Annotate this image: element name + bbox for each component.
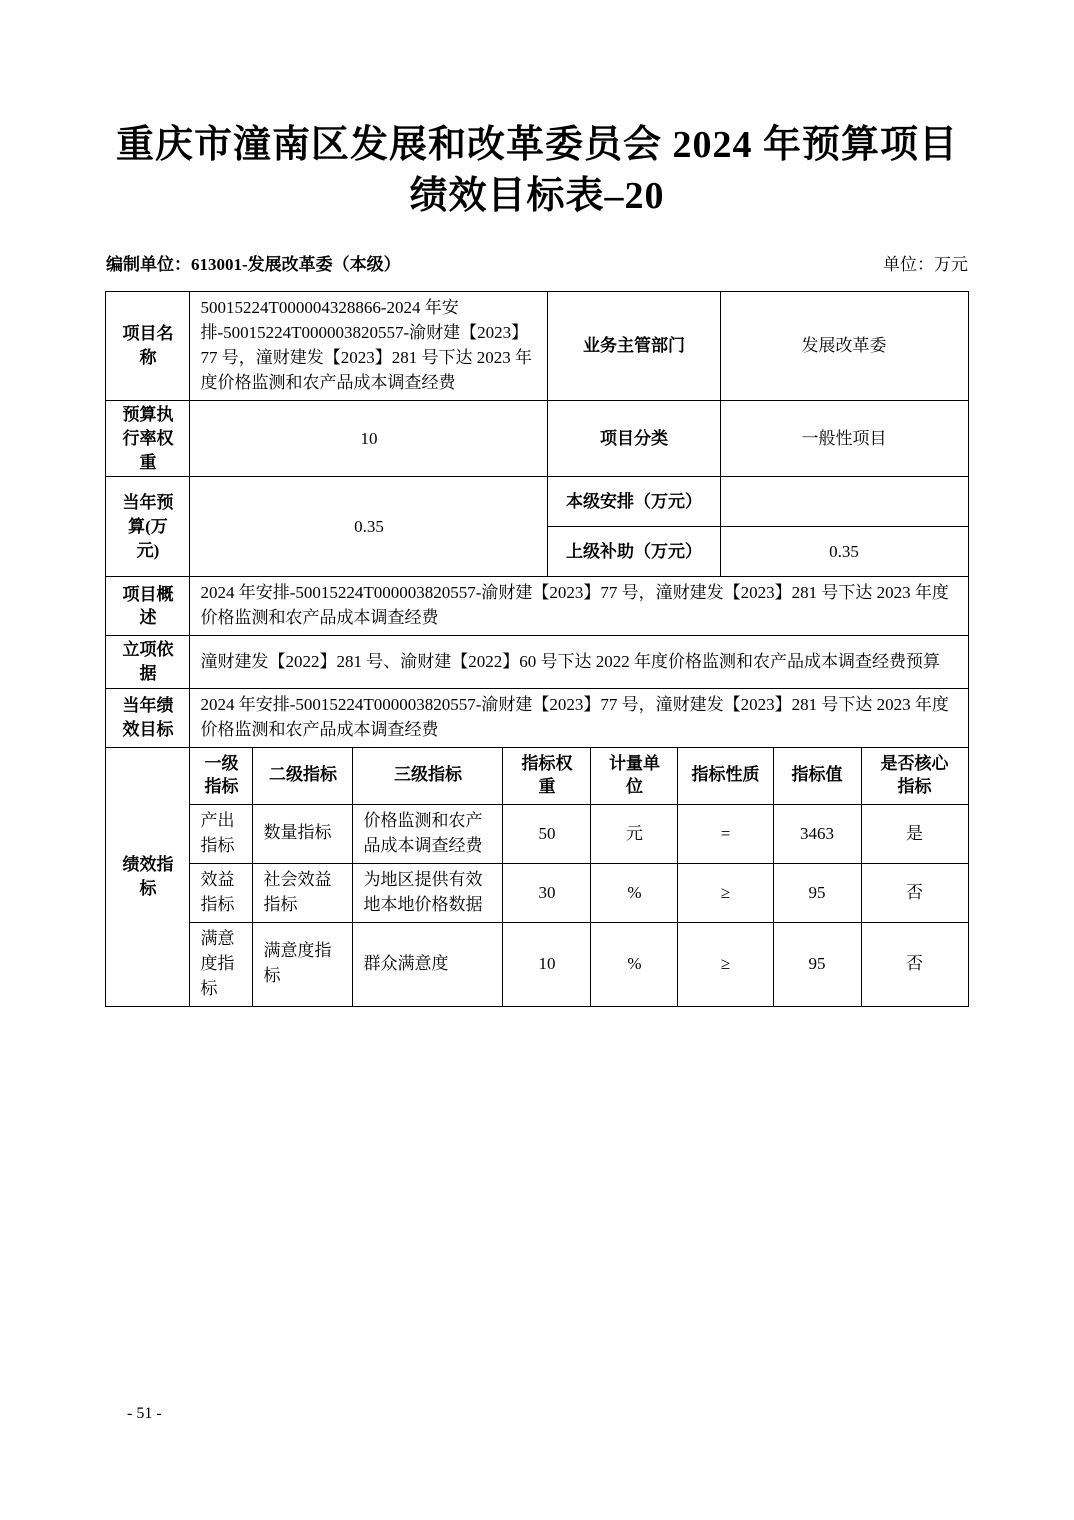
dept-value-cell: 发展改革委 [720,292,968,401]
indicator-header-value: 指标值 [773,747,861,804]
local-arrange-label-cell: 本级安排（万元） [548,477,720,527]
project-name-label-cell: 项目名称 [106,292,190,401]
indicator-cell-weight: 10 [503,922,591,1006]
indicator-header-level3: 三级指标 [353,747,503,804]
prepared-unit-text: 编制单位：613001-发展改革委（本级） [106,255,401,274]
title-line-1: 重庆市潼南区发展和改革委员会 2024 年预算项目 [115,124,958,166]
indicator-header-nature: 指标性质 [678,747,773,804]
indicator-header-unit: 计量单位 [591,747,678,804]
indicator-cell-level1: 效益指标 [190,863,253,922]
year-target-label-cell: 当年绩效目标 [106,688,190,747]
exec-rate-value-cell: 10 [190,400,548,476]
indicator-cell-level1: 满意度指标 [190,922,253,1006]
project-name-value-cell: 50015224T000004328866-2024 年安排-50015224T000003820557-渝财建【2023】77 号，潼财建发【2023】281 号下达 2023 年度价格监测和农产品成本调查经费 [190,292,548,401]
indicator-cell-weight: 30 [503,863,591,922]
basis-value-cell: 潼财建发【2022】281 号、渝财建【2022】60 号下达 2022 年度价格监测和农产品成本调查经费预算 [190,636,968,689]
indicator-cell-nature: = [678,804,773,863]
indicator-row [106,804,968,863]
category-value-cell: 一般性项目 [720,400,968,476]
indicators-label-cell: 绩效指标 [106,747,190,1006]
indicator-row [106,922,968,1006]
unit-note-text: 单位：万元 [883,255,968,274]
year-target-value-cell: 2024 年安排-50015224T000003820557-渝财建【2023】77 号，潼财建发【2023】281 号下达 2023 年度价格监测和农产品成本调查经费 [190,688,968,747]
meta-row [106,250,968,275]
indicator-cell-level3: 群众满意度 [353,922,503,1006]
indicator-row [106,863,968,922]
indicator-cell-level2: 满意度指标 [253,922,353,1006]
local-arrange-value-cell [720,477,968,527]
indicator-cell-nature: ≥ [678,863,773,922]
category-label-cell: 项目分类 [548,400,720,476]
indicator-cell-level3: 为地区提供有效地本地价格数据 [353,863,503,922]
overview-value-cell: 2024 年安排-50015224T000003820557-渝财建【2023】77 号，潼财建发【2023】281 号下达 2023 年度价格监测和农产品成本调查经费 [190,577,968,636]
indicator-cell-level2: 数量指标 [253,804,353,863]
indicator-cell-unit: 元 [591,804,678,863]
dept-label-cell: 业务主管部门 [548,292,720,401]
indicator-cell-level3: 价格监测和农产品成本调查经费 [353,804,503,863]
indicator-header-level1: 一级指标 [190,747,253,804]
indicator-cell-nature: ≥ [678,922,773,1006]
indicator-header-level2: 二级指标 [253,747,353,804]
indicator-cell-value: 95 [773,922,861,1006]
page-title [0,0,1074,222]
exec-rate-label-cell: 预算执行率权重 [106,400,190,476]
upper-subsidy-value-cell: 0.35 [720,527,968,577]
indicator-cell-core: 否 [861,863,968,922]
indicator-cell-unit: % [591,863,678,922]
indicator-cell-unit: % [591,922,678,1006]
indicator-cell-level1: 产出指标 [190,804,253,863]
upper-subsidy-label-cell: 上级补助（万元） [548,527,720,577]
year-budget-value-cell: 0.35 [190,477,548,577]
indicator-cell-core: 否 [861,922,968,1006]
indicator-header-core: 是否核心指标 [861,747,968,804]
page-number: - 51 - [127,1405,162,1422]
budget-performance-table [105,291,968,1007]
title-line-2: 绩效目标表–20 [409,175,665,217]
year-budget-label-cell: 当年预算(万元) [106,477,190,577]
indicator-header-weight: 指标权重 [503,747,591,804]
indicator-cell-value: 95 [773,863,861,922]
indicator-cell-weight: 50 [503,804,591,863]
indicator-cell-value: 3463 [773,804,861,863]
indicator-cell-level2: 社会效益指标 [253,863,353,922]
basis-label-cell: 立项依据 [106,636,190,689]
overview-label-cell: 项目概述 [106,577,190,636]
indicator-cell-core: 是 [861,804,968,863]
